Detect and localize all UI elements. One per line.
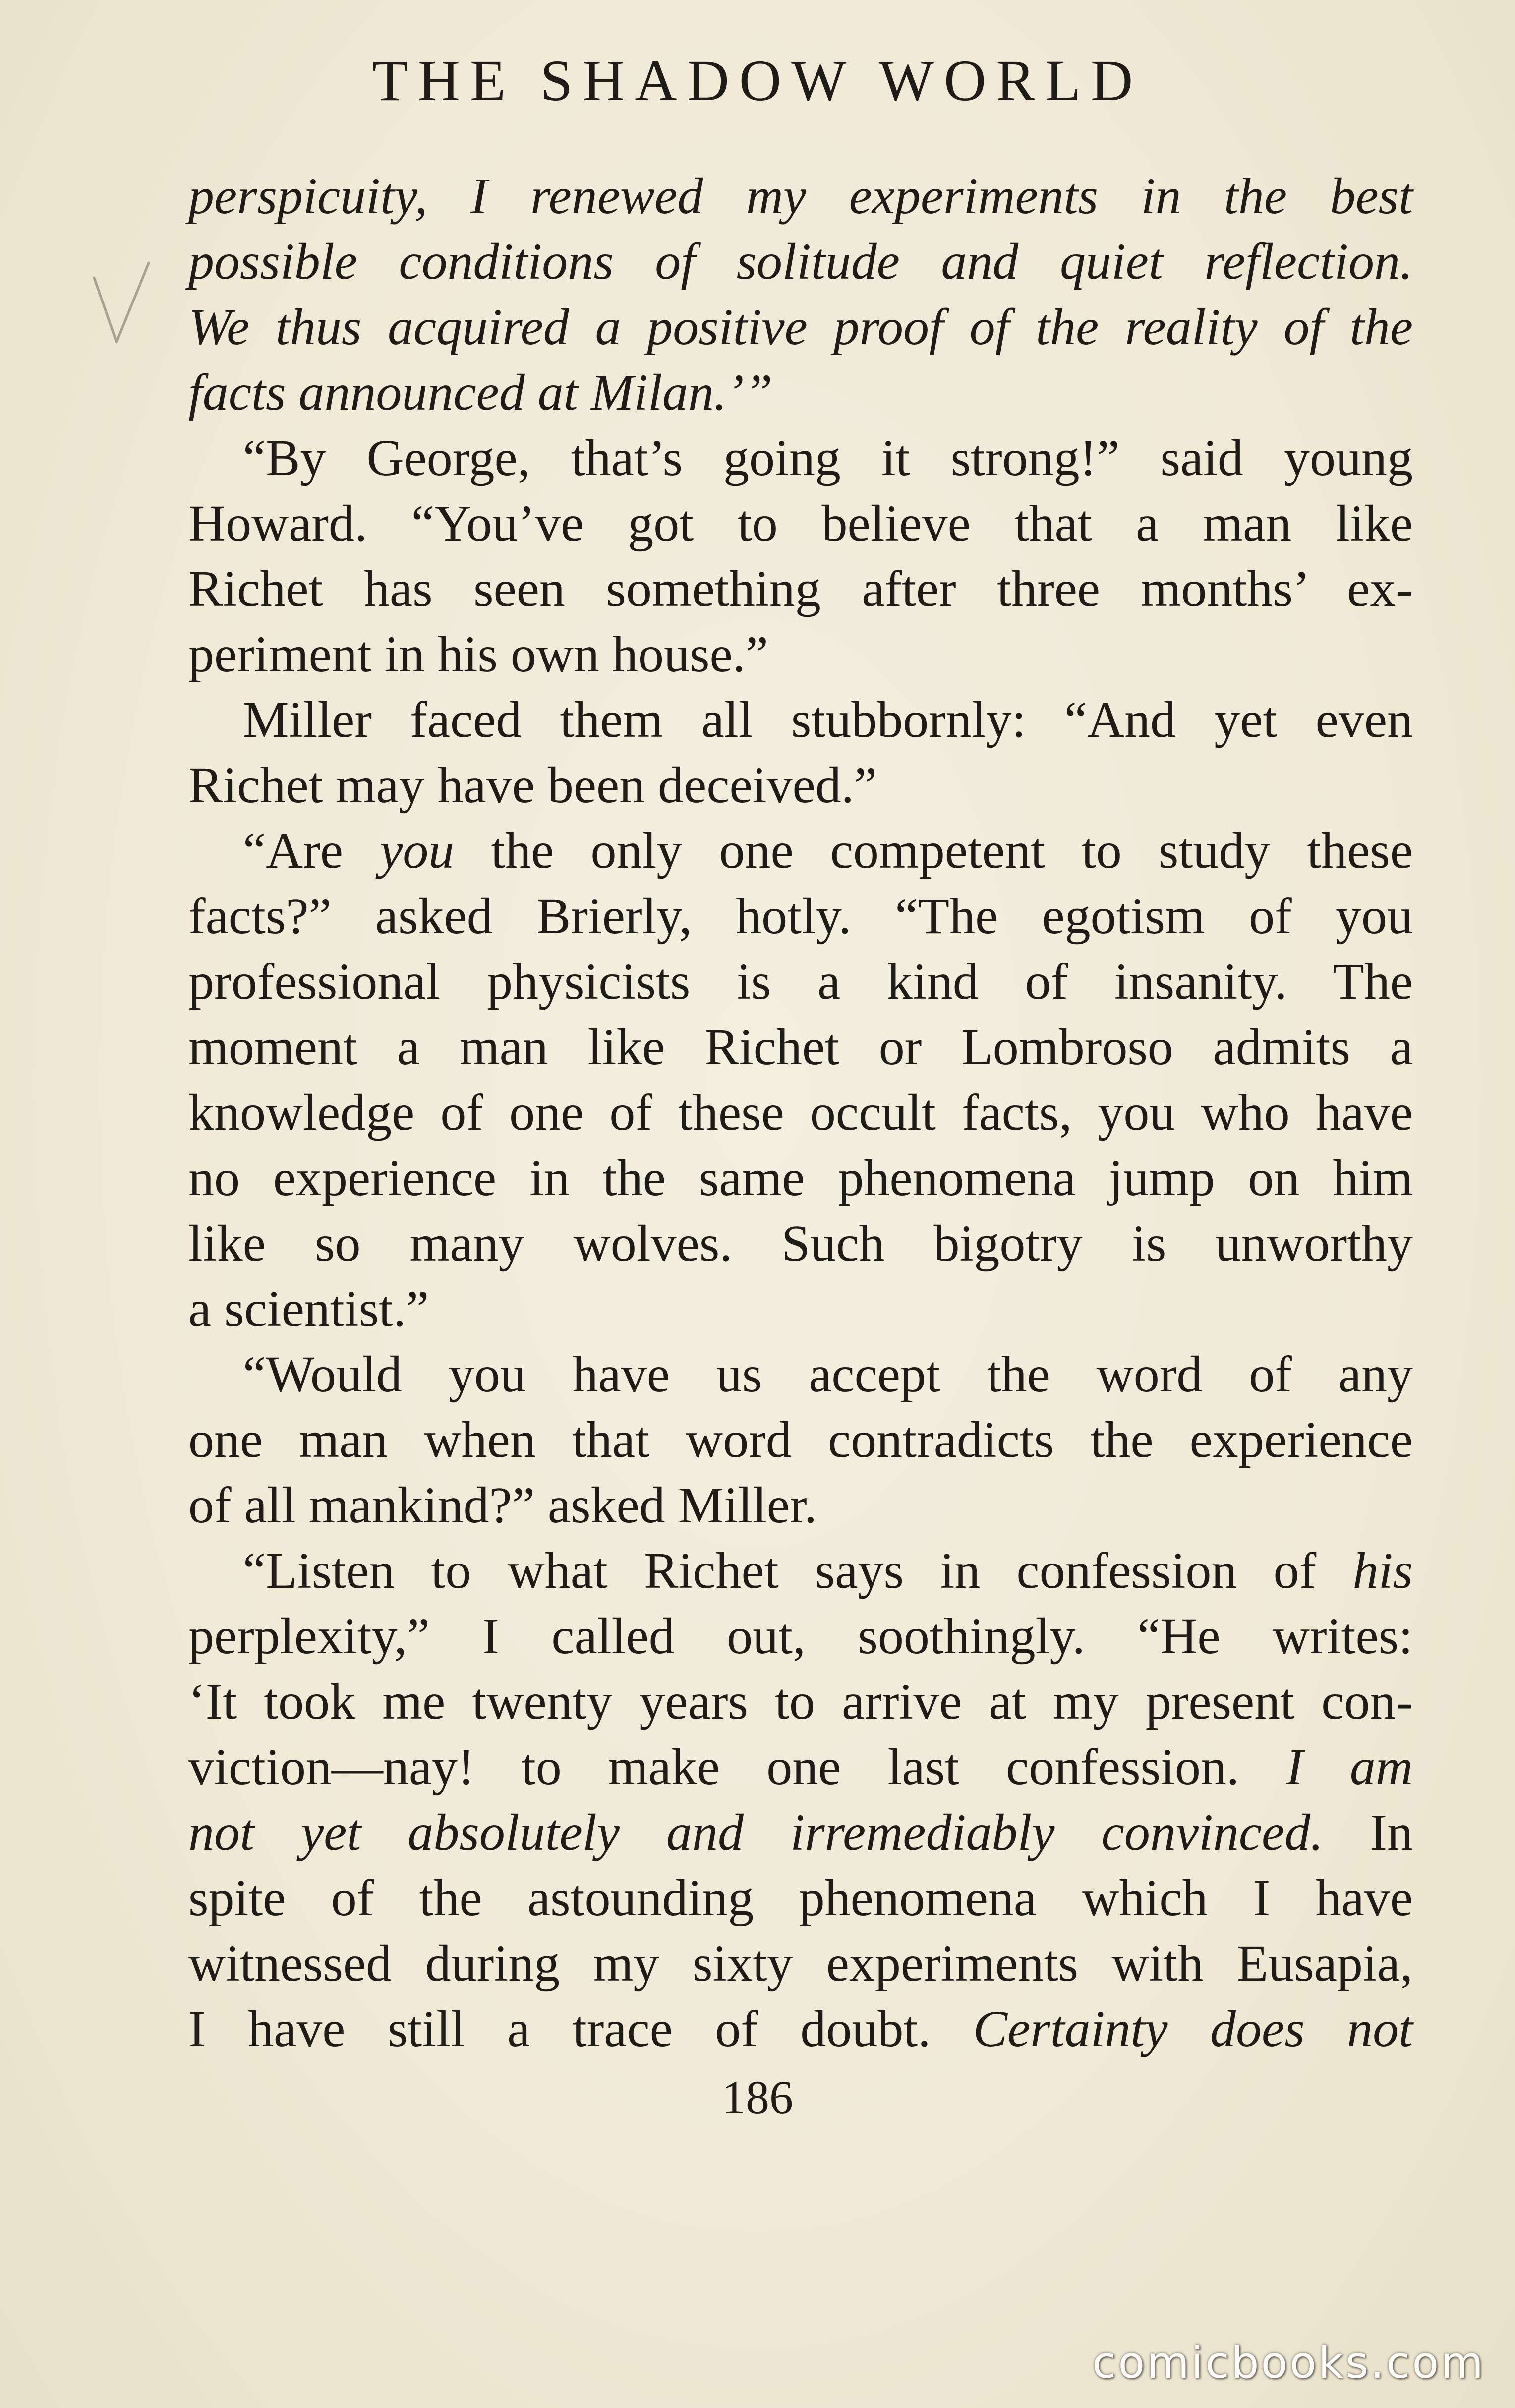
roman-text: moment a man like Richet or Lombroso admits a	[188, 1019, 1413, 1076]
roman-text: no experience in the same phenomena jump on him	[188, 1149, 1413, 1206]
italic-text: Certainty does not	[973, 2000, 1413, 2057]
italic-text: facts announced at Milan.’”	[188, 364, 773, 421]
text-line	[188, 1996, 1413, 2062]
text-line	[188, 622, 1413, 687]
text-line	[188, 1276, 1413, 1342]
roman-text: Richet may have been deceived.”	[188, 757, 877, 814]
roman-text: “By George, that’s going it strong!” said young	[243, 429, 1413, 486]
text-line	[188, 1015, 1413, 1080]
roman-text: professional physicists is a kind of insanity. The	[188, 953, 1413, 1010]
text-line	[188, 1866, 1413, 1931]
checkmark-pencil-icon	[89, 258, 154, 352]
body-text	[188, 164, 1413, 2062]
text-line	[188, 1538, 1413, 1604]
roman-text: witnessed during my sixty experiments with Eusapia,	[188, 1935, 1413, 1992]
roman-text: of all mankind?” asked Miller.	[188, 1477, 817, 1534]
watermark: comicbooks.com	[1092, 2337, 1485, 2388]
roman-text: Miller faced them all stubbornly: “And yet even	[243, 691, 1413, 748]
roman-text: Richet has seen something after three months’ ex-	[188, 560, 1413, 617]
roman-text: one man when that word contradicts the experience	[188, 1411, 1413, 1468]
text-line	[188, 1669, 1413, 1735]
text-line	[188, 295, 1413, 360]
text-line	[188, 1604, 1413, 1669]
text-line	[188, 1473, 1413, 1538]
roman-text: Howard. “You’ve got to believe that a man like	[188, 495, 1413, 552]
italic-text: We thus acquired a positive proof of the reality of the	[188, 299, 1413, 356]
roman-text: knowledge of one of these occult facts, you who have	[188, 1084, 1413, 1141]
italic-text: I am	[1286, 1739, 1413, 1796]
roman-text: “Would you have us accept the word of any	[243, 1346, 1413, 1403]
roman-text: “Listen to what Richet says in confession of	[243, 1542, 1353, 1599]
text-line	[188, 1735, 1413, 1800]
roman-text: like so many wolves. Such bigotry is unworthy	[188, 1215, 1413, 1272]
text-line	[188, 1145, 1413, 1211]
roman-text: viction—nay! to make one last confession.	[188, 1739, 1286, 1796]
text-line	[188, 229, 1413, 295]
roman-text: facts?” asked Brierly, hotly. “The egotism of you	[188, 888, 1413, 945]
roman-text: spite of the astounding phenomena which I have	[188, 1869, 1413, 1926]
roman-text: In	[1323, 1804, 1413, 1861]
text-line	[188, 753, 1413, 818]
page-number: 186	[722, 2071, 793, 2124]
text-line	[188, 1080, 1413, 1145]
italic-text: you	[380, 822, 455, 879]
roman-text: the only one competent to study these	[454, 822, 1413, 879]
text-line	[188, 164, 1413, 229]
italic-text: possible conditions of solitude and quiet reflection.	[188, 233, 1413, 290]
text-line	[188, 1800, 1413, 1866]
roman-text: “Are	[243, 822, 380, 879]
text-line	[188, 360, 1413, 425]
roman-text: ‘It took me twenty years to arrive at my present con-	[188, 1673, 1413, 1730]
text-line	[188, 425, 1413, 491]
text-line	[188, 1931, 1413, 1996]
text-line	[188, 1211, 1413, 1276]
text-line	[188, 1407, 1413, 1473]
text-line	[188, 687, 1413, 753]
roman-text: periment in his own house.”	[188, 626, 768, 683]
text-line	[188, 884, 1413, 949]
running-head: THE SHADOW WORLD	[372, 48, 1143, 113]
roman-text: I have still a trace of doubt.	[188, 2000, 973, 2057]
roman-text: a scientist.”	[188, 1280, 429, 1337]
text-line	[188, 818, 1413, 884]
italic-text: his	[1352, 1542, 1413, 1599]
text-line	[188, 556, 1413, 622]
text-line	[188, 949, 1413, 1015]
text-line	[188, 491, 1413, 556]
text-line	[188, 1342, 1413, 1407]
italic-text: perspicuity, I renewed my experiments in the best	[188, 168, 1413, 225]
italic-text: not yet absolutely and irremediably convinced.	[188, 1804, 1324, 1861]
roman-text: perplexity,” I called out, soothingly. “He writes:	[188, 1608, 1413, 1665]
